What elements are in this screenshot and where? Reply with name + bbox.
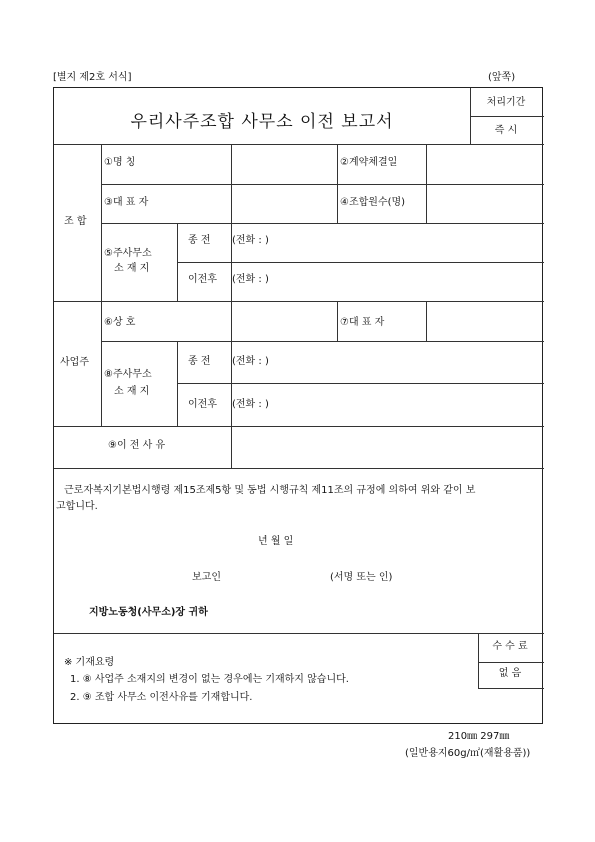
union-section-label: 조 합 [64, 216, 87, 227]
divider [337, 301, 338, 341]
union-address-label-2: 소 재 지 [114, 263, 150, 274]
employer-before-phone[interactable]: (전화 : ) [232, 356, 269, 367]
divider [231, 341, 232, 426]
divider [177, 262, 544, 263]
statement-line-1: 근로자복지기본법시행령 제15조제5항 및 동법 시행규칙 제11조의 규정에 의하여 위와 같이 보 [64, 485, 476, 496]
contract-date-label: ②계약체결일 [340, 157, 398, 168]
reason-label: ⑨이 전 사 유 [108, 440, 166, 451]
report-form [53, 87, 543, 724]
employer-after-phone[interactable]: (전화 : ) [232, 399, 269, 410]
union-name-field[interactable] [232, 144, 336, 182]
paper-size: 210㎜ 297㎜ [448, 731, 510, 742]
processing-period-value: 즉 시 [494, 125, 518, 136]
divider [470, 88, 471, 144]
employer-section-label: 사업주 [60, 357, 89, 368]
members-count-label: ④조합원수(명) [340, 197, 406, 208]
employer-address-label-2: 소 재 지 [114, 386, 150, 397]
union-before-phone[interactable]: (전화 : ) [232, 235, 269, 246]
employer-address-label: ⑧주사무소 [104, 369, 152, 380]
contract-date-field[interactable] [426, 144, 542, 182]
statement-line-2: 고합니다. [56, 501, 98, 512]
instruction-item-1: 1. ⑧ 사업주 소재지의 변경이 없는 경우에는 기재하지 않습니다. [70, 674, 349, 685]
divider [54, 633, 544, 634]
employer-before-label: 종 전 [188, 356, 211, 367]
union-after-phone[interactable]: (전화 : ) [232, 274, 269, 285]
employer-after-label: 이전후 [188, 399, 217, 410]
divider [101, 223, 544, 224]
processing-period-label: 처리기간 [486, 97, 526, 108]
page-side-label: (앞쪽) [488, 72, 516, 83]
fee-label: 수 수 료 [492, 641, 528, 652]
union-rep-label: ③대 표 자 [104, 197, 149, 208]
company-name-label: ⑥상 호 [104, 317, 136, 328]
divider [101, 341, 544, 342]
fee-value: 없 음 [498, 668, 522, 679]
union-before-label: 종 전 [188, 235, 211, 246]
divider [101, 144, 102, 426]
company-name-field[interactable] [232, 302, 336, 340]
divider [478, 662, 544, 663]
reason-field[interactable] [232, 427, 540, 465]
divider [54, 468, 544, 469]
union-after-label: 이전후 [188, 274, 217, 285]
divider [177, 341, 178, 426]
paper-spec: (일반용지60g/㎡(재활용품)) [405, 748, 531, 759]
divider [470, 116, 544, 117]
reporter-label: 보고인 [192, 572, 221, 583]
divider [177, 223, 178, 301]
divider [478, 688, 544, 689]
divider [177, 383, 544, 384]
employer-rep-field[interactable] [426, 302, 542, 340]
union-name-label: ①명 칭 [104, 157, 136, 168]
instruction-item-2: 2. ⑨ 조합 사무소 이전사유를 기재합니다. [70, 692, 253, 703]
form-number: [별지 제2호 서식] [53, 72, 132, 83]
union-rep-field[interactable] [232, 184, 336, 221]
signature-label[interactable]: (서명 또는 인) [330, 572, 393, 583]
members-count-field[interactable] [426, 184, 542, 221]
addressee: 지방노동청(사무소)장 귀하 [89, 607, 208, 618]
report-date[interactable]: 년 월 일 [258, 536, 294, 547]
divider [337, 144, 338, 223]
form-title: 우리사주조합 사무소 이전 보고서 [130, 112, 394, 132]
instructions-heading: ※ 기재요령 [64, 657, 115, 668]
divider [478, 633, 479, 688]
union-address-label: ⑤주사무소 [104, 248, 152, 259]
employer-rep-label: ⑦대 표 자 [340, 317, 385, 328]
